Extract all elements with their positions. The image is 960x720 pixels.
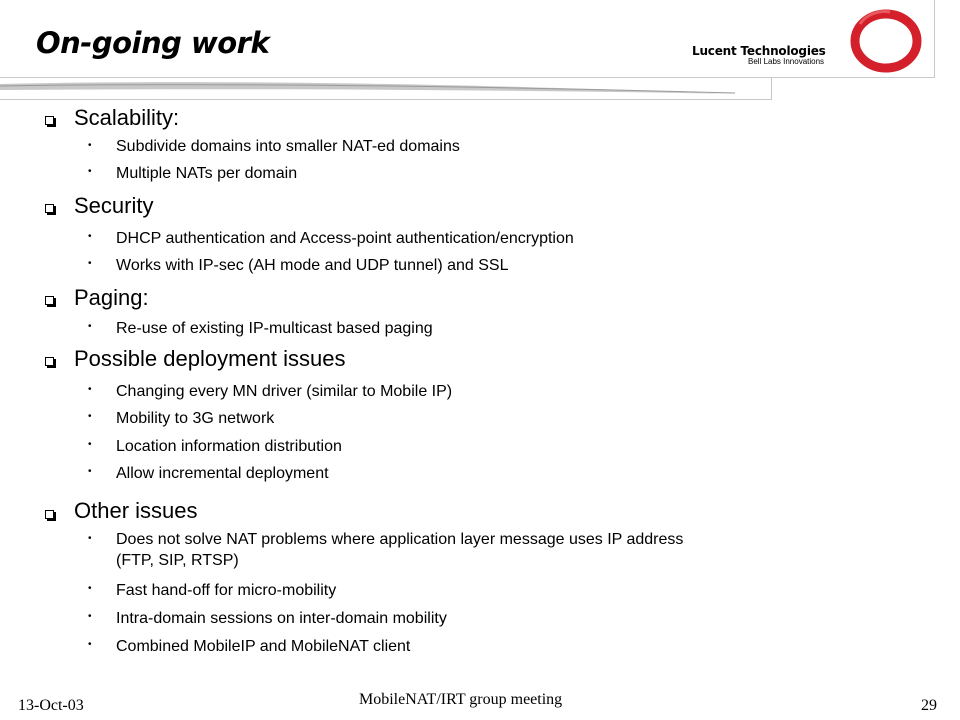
dot-bullet-icon: • [88, 166, 92, 177]
footer-page-number: 29 [921, 697, 937, 714]
dot-bullet-icon: • [88, 231, 92, 242]
list-item: Changing every MN driver (similar to Mobile IP) [116, 383, 453, 400]
dot-bullet-icon: • [88, 384, 92, 395]
title-underline-swoosh [0, 60, 780, 100]
list-item: Does not solve NAT problems where application layer message uses IP address [116, 531, 684, 548]
logo-name: Lucent Technologies [692, 44, 826, 58]
list-item: Works with IP-sec (AH mode and UDP tunnel) and SSL [116, 257, 509, 274]
dot-bullet-icon: • [88, 439, 92, 450]
square-bullet-icon [45, 204, 54, 213]
section-heading: Security [74, 193, 154, 218]
dot-bullet-icon: • [88, 140, 92, 151]
list-item: Combined MobileIP and MobileNAT client [116, 638, 411, 655]
section-heading: Paging: [74, 285, 149, 310]
dot-bullet-icon: • [88, 611, 92, 622]
list-item: Location information distribution [116, 438, 342, 455]
square-bullet-icon [45, 296, 54, 305]
list-item: DHCP authentication and Access-point authentication/encryption [116, 230, 574, 247]
dot-bullet-icon: • [88, 466, 92, 477]
square-bullet-icon [45, 510, 54, 519]
square-bullet-icon [45, 357, 54, 366]
dot-bullet-icon: • [88, 583, 92, 594]
list-item: Mobility to 3G network [116, 410, 275, 427]
list-item: Multiple NATs per domain [116, 165, 298, 182]
list-item: Fast hand-off for micro-mobility [116, 582, 337, 599]
list-item: Intra-domain sessions on inter-domain mobility [116, 610, 447, 627]
section-heading: Other issues [74, 498, 198, 523]
logo [692, 44, 826, 66]
section-heading: Scalability: [74, 105, 180, 130]
dot-bullet-icon: • [88, 411, 92, 422]
lucent-ring-icon [846, 6, 926, 76]
section-heading: Possible deployment issues [74, 346, 346, 371]
square-bullet-icon [45, 116, 54, 125]
footer-event: MobileNAT/IRT group meeting [359, 691, 563, 708]
list-item: Subdivide domains into smaller NAT-ed domains [116, 138, 460, 155]
footer-date: 13-Oct-03 [18, 697, 84, 714]
list-item: Re-use of existing IP-multicast based paging [116, 320, 433, 337]
logo-tagline: Bell Labs Innovations [748, 57, 825, 66]
list-item: Allow incremental deployment [116, 465, 329, 482]
dot-bullet-icon: • [88, 533, 92, 544]
dot-bullet-icon: • [88, 321, 92, 332]
dot-bullet-icon: • [88, 258, 92, 269]
dot-bullet-icon: • [88, 639, 92, 650]
list-item-continuation: (FTP, SIP, RTSP) [116, 552, 239, 569]
page-title: On-going work [36, 26, 270, 60]
